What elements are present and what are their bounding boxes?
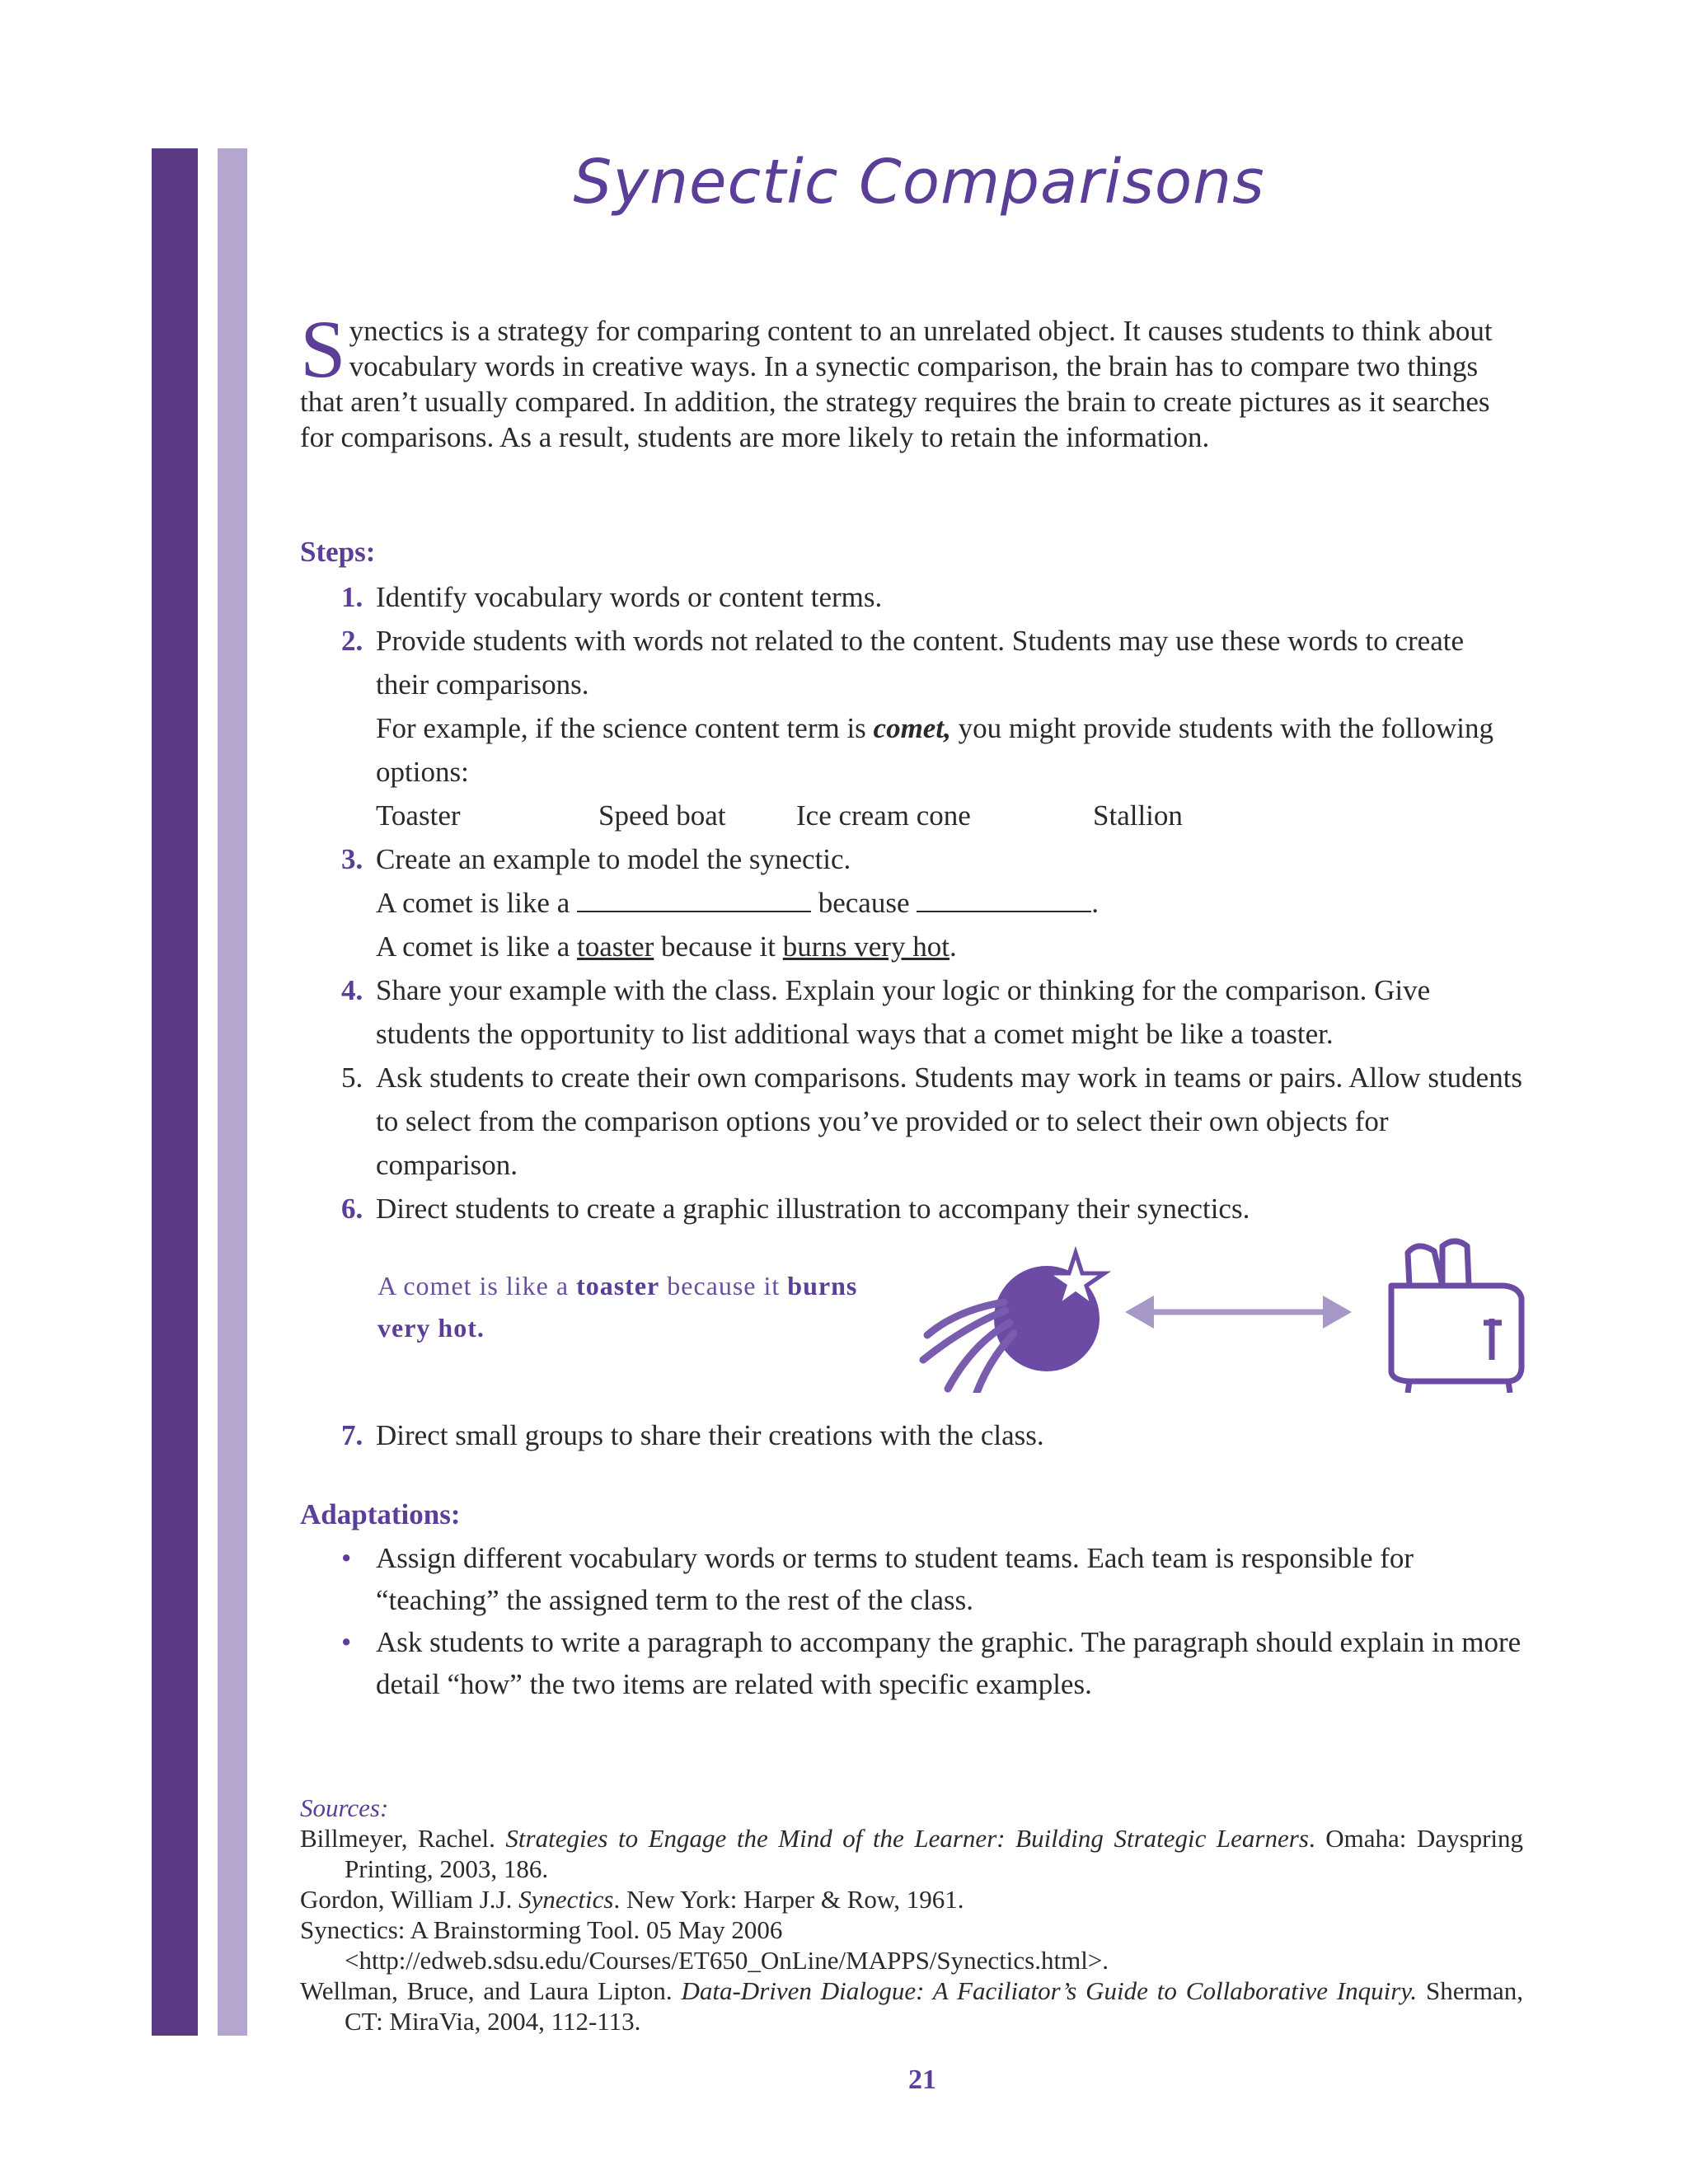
step-2-example: For example, if the science content term is comet, you might provide students with the following options: (376, 712, 1493, 788)
option-item: Speed boat (598, 799, 726, 832)
intro-paragraph (300, 303, 1523, 455)
step-5: 5. Ask students to create their own comparisons. Students may work in teams or pairs. Allow students to select from the comparison options you’ve provided or to select their own objects for comparison. (341, 1062, 1523, 1181)
options-row (376, 794, 1523, 837)
adaptation-item: • Assign different vocabulary words or terms to student teams. Each team is responsible for “teaching” the assigned term to the rest of the class. (341, 1542, 1414, 1616)
option-item: Toaster (376, 799, 461, 832)
option-item: Ice cream cone (796, 799, 971, 832)
step-4: 4. Share your example with the class. Explain your logic or thinking for the comparison. Give students the opportunity to list additional ways that a comet might be like a toaster. (341, 974, 1431, 1050)
source-entry: Synectics: A Brainstorming Tool. 05 May 2006 <http://edweb.sdsu.edu/Courses/ET650_OnLine/MAPPS/Synectics.html>. (300, 1915, 1109, 1975)
toaster-icon (1391, 1241, 1522, 1393)
option-item: Stallion (1093, 799, 1183, 832)
double-arrow-icon (1125, 1296, 1352, 1329)
example-graphic (915, 1236, 1525, 1397)
fill-blank (577, 886, 811, 912)
adaptation-item: • Ask students to write a paragraph to accompany the graphic. The paragraph should explain in more detail “how” the two items are related with specific examples. (341, 1626, 1522, 1700)
sources-section (300, 1793, 1523, 2036)
step-3-template: A comet is like a because . (376, 887, 1099, 919)
sidebar-bar-dark (152, 148, 198, 2036)
intro-text: ynectics is a strategy for comparing content to an unrelated object. It causes students to think about vocabulary words in creative ways. In a synectic comparison, the brain has to compare two things that aren’t usually compared. In addition, the strategy requires the brain to create pictures as it searches for comparisons. As a result, students are more likely to retain the information. (300, 315, 1493, 453)
step-3: 3. Create an example to model the synectic. A comet is like a because . A comet is like a toaster because it burns very hot. (300, 837, 1523, 968)
step-7: 7. Direct small groups to share their creations with the class. (341, 1419, 1044, 1451)
step-6: 6. Direct students to create a graphic illustration to accompany their synectics. (341, 1193, 1250, 1225)
drop-cap: S (300, 303, 346, 395)
comet-icon (923, 1253, 1104, 1393)
sidebar-bar-light (218, 148, 247, 2036)
page-number: 21 (908, 2064, 936, 2095)
source-entry: Billmeyer, Rachel. Strategies to Engage the Mind of the Learner: Building Strategic Learners. Omaha: Dayspring Printing, 2003, 186. (300, 1824, 1524, 1883)
steps-list (300, 575, 1523, 1230)
page-title: Synectic Comparisons (573, 147, 1265, 218)
step-1: 1. Identify vocabulary words or content terms. (341, 581, 883, 613)
source-entry: Wellman, Bruce, and Laura Lipton. Data-Driven Dialogue: A Faciliator’s Guide to Collaborative Inquiry. Sherman, CT: MiraVia, 2004, 112-113. (300, 1976, 1523, 2036)
steps-heading: Steps: (300, 536, 376, 568)
adaptations-list (300, 1537, 1536, 1705)
step-2: 2. Provide students with words not related to the content. Students may use these words to create their comparisons. For example, if the science content term is comet, you might provide students with the following options: Toaster Speed boat Ice cream cone Stallion (300, 619, 1523, 837)
fill-blank (917, 886, 1091, 912)
source-entry: Gordon, William J.J. Synectics. New York: Harper & Row, 1961. (300, 1885, 964, 1914)
example-caption: A comet is like a toaster because it burns very hot. (377, 1271, 858, 1343)
step-3-model: A comet is like a toaster because it burns very hot. (376, 930, 957, 963)
sources-label: Sources: (300, 1793, 389, 1822)
adaptations-heading: Adaptations: (300, 1498, 461, 1530)
